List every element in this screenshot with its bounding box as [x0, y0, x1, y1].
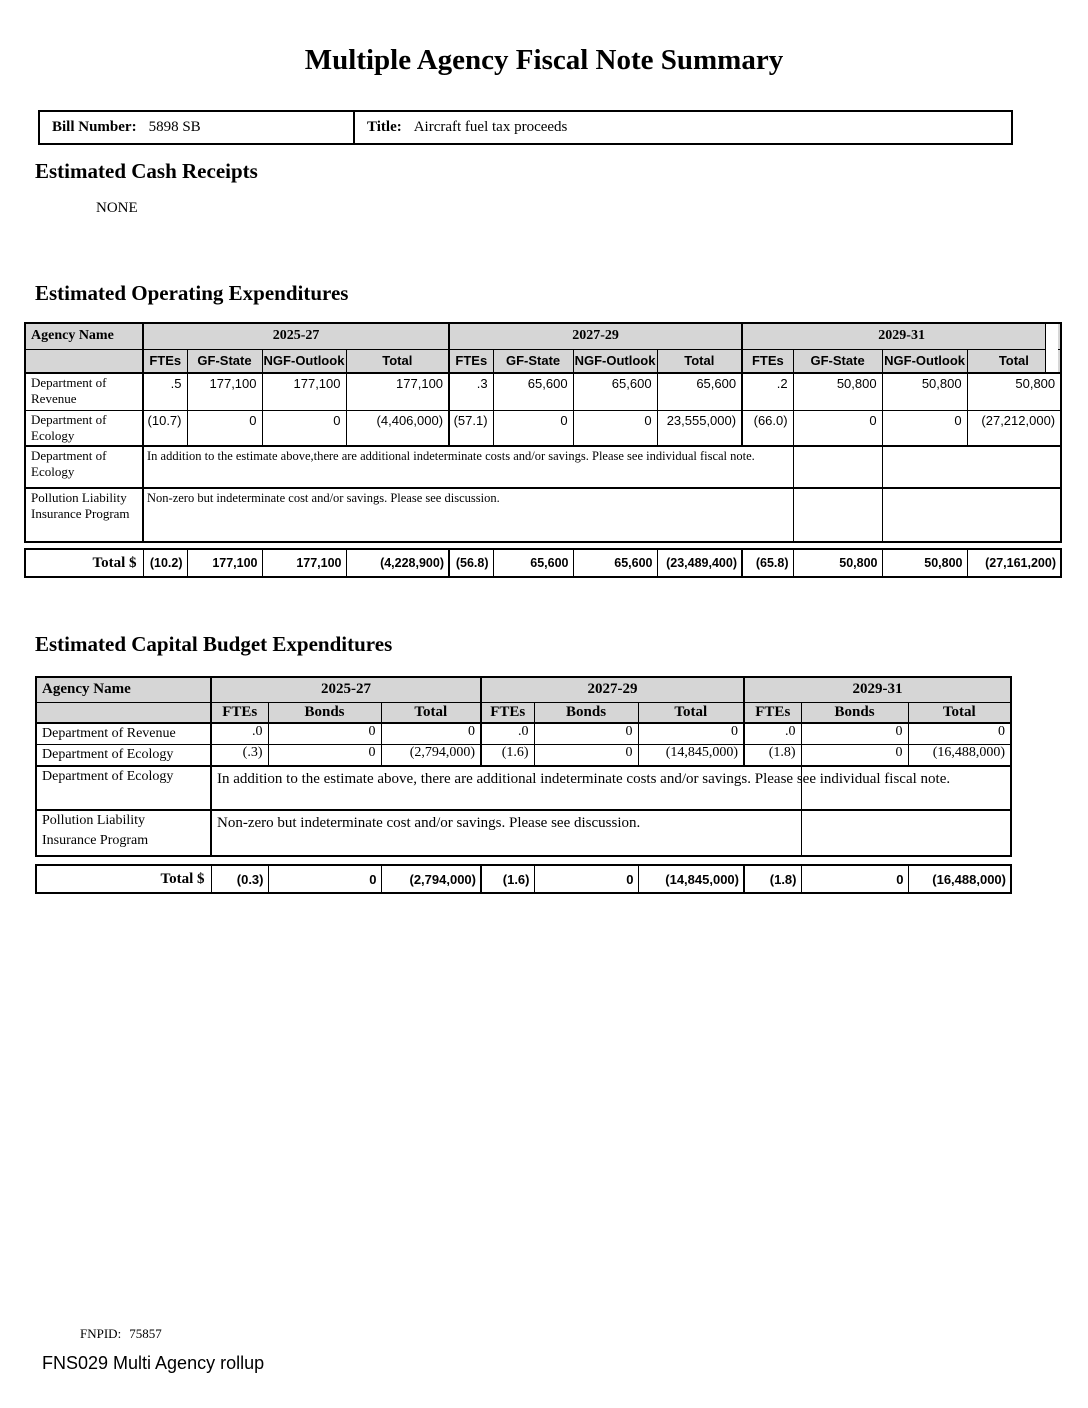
- fnpid-line: [80, 1326, 162, 1342]
- agency-name-cell: Department of Ecology: [36, 766, 211, 810]
- table-row: [25, 446, 1061, 488]
- value-cell: 65,600: [493, 373, 573, 410]
- bill-title-label: Title:: [367, 119, 402, 135]
- value-cell: .0: [211, 723, 268, 745]
- agency-name-cell: Pollution Liability Insurance Program: [36, 810, 211, 856]
- table-row: [36, 723, 1011, 745]
- value-cell: 0: [573, 410, 657, 446]
- total-cell: (14,845,000): [638, 865, 744, 893]
- bill-info-box: [38, 110, 1013, 145]
- fnpid-label: FNPID:: [80, 1326, 122, 1341]
- table-row: [25, 349, 1061, 373]
- value-cell: 177,100: [262, 373, 346, 410]
- agency-name-header: Agency Name: [36, 677, 211, 702]
- value-cell: .5: [143, 373, 187, 410]
- value-cell: .3: [449, 373, 493, 410]
- value-cell: 0: [493, 410, 573, 446]
- total-cell: (23,489,400): [657, 549, 742, 577]
- column-header: Total: [381, 702, 481, 723]
- total-cell: (56.8): [449, 549, 493, 577]
- bill-title-cell: [355, 112, 567, 143]
- value-cell: (14,845,000): [638, 745, 744, 767]
- column-header: GF-State: [493, 349, 573, 373]
- value-cell: (10.7): [143, 410, 187, 446]
- value-cell: 50,800: [793, 373, 882, 410]
- total-cell: 177,100: [187, 549, 262, 577]
- column-header: NGF-Outlook: [573, 349, 657, 373]
- value-cell: 0: [908, 723, 1011, 745]
- value-cell: .2: [742, 373, 793, 410]
- table-row: [25, 373, 1061, 410]
- empty-cell: [801, 810, 1011, 856]
- note-cell: In addition to the estimate above, there are additional indeterminate costs and/or savings. Please see individual fiscal note.: [211, 766, 801, 810]
- value-cell: 0: [801, 745, 908, 767]
- empty-cell: [882, 488, 1061, 542]
- cash-receipts-heading: Estimated Cash Receipts: [35, 159, 258, 183]
- note-cell: Non-zero but indeterminate cost and/or savings. Please see discussion.: [211, 810, 801, 856]
- total-label: Total $: [36, 865, 211, 893]
- column-header: Bonds: [534, 702, 638, 723]
- value-cell: 65,600: [573, 373, 657, 410]
- value-cell: 0: [638, 723, 744, 745]
- bill-number-label: Bill Number:: [52, 119, 137, 135]
- total-cell: 0: [268, 865, 381, 893]
- column-header: FTEs: [744, 702, 801, 723]
- cash-receipts-value: NONE: [96, 200, 138, 216]
- column-header: Total: [657, 349, 742, 373]
- value-cell: 0: [793, 410, 882, 446]
- total-cell: (1.8): [744, 865, 801, 893]
- value-cell: 0: [534, 723, 638, 745]
- value-cell: (27,212,000): [967, 410, 1061, 446]
- column-header: GF-State: [793, 349, 882, 373]
- value-cell: 177,100: [346, 373, 449, 410]
- value-cell: .0: [744, 723, 801, 745]
- value-cell: (4,406,000): [346, 410, 449, 446]
- total-cell: (4,228,900): [346, 549, 449, 577]
- capital-expenditures-table: [35, 676, 1012, 857]
- table-row: [36, 702, 1011, 723]
- column-header: GF-State: [187, 349, 262, 373]
- value-cell: 50,800: [882, 373, 967, 410]
- value-cell: 0: [187, 410, 262, 446]
- column-header: Total: [908, 702, 1011, 723]
- value-cell: .0: [481, 723, 534, 745]
- biennium-header: 2025-27: [143, 323, 449, 349]
- operating-expenditures-heading: Estimated Operating Expenditures: [35, 281, 349, 305]
- column-header: NGF-Outlook: [262, 349, 346, 373]
- value-cell: 177,100: [187, 373, 262, 410]
- table-row: [36, 677, 1011, 702]
- total-label: Total $: [25, 549, 143, 577]
- total-cell: 65,600: [493, 549, 573, 577]
- column-header: FTEs: [143, 349, 187, 373]
- empty-cell: [793, 488, 882, 542]
- table-row: [25, 410, 1061, 446]
- value-cell: 50,800: [967, 373, 1061, 410]
- column-header: Total: [346, 349, 449, 373]
- column-header: FTEs: [211, 702, 268, 723]
- total-cell: 0: [534, 865, 638, 893]
- total-cell: (2,794,000): [381, 865, 481, 893]
- table-row: [36, 766, 1011, 810]
- biennium-header: 2027-29: [481, 677, 744, 702]
- value-cell: 0: [882, 410, 967, 446]
- total-row: [36, 865, 1011, 893]
- value-cell: (16,488,000): [908, 745, 1011, 767]
- bill-title-value: Aircraft fuel tax proceeds: [413, 119, 568, 135]
- value-cell: 0: [381, 723, 481, 745]
- agency-name-cell: Department of Ecology: [36, 745, 211, 767]
- note-cell: Non-zero but indeterminate cost and/or savings. Please see discussion.: [143, 488, 793, 542]
- value-cell: (66.0): [742, 410, 793, 446]
- value-cell: (2,794,000): [381, 745, 481, 767]
- agency-name-cell: Pollution Liability Insurance Program: [25, 488, 143, 542]
- biennium-header: 2029-31: [744, 677, 1011, 702]
- total-cell: (0.3): [211, 865, 268, 893]
- total-cell: (16,488,000): [908, 865, 1011, 893]
- total-row: [25, 549, 1061, 577]
- column-header: Bonds: [801, 702, 908, 723]
- total-cell: 177,100: [262, 549, 346, 577]
- column-header: FTEs: [481, 702, 534, 723]
- value-cell: (1.6): [481, 745, 534, 767]
- operating-expenditures-table: [24, 322, 1062, 543]
- column-header: FTEs: [742, 349, 793, 373]
- column-header: NGF-Outlook: [882, 349, 967, 373]
- total-cell: 65,600: [573, 549, 657, 577]
- biennium-header: 2029-31: [742, 323, 1061, 349]
- total-cell: (65.8): [742, 549, 793, 577]
- empty-header-cell: [25, 349, 143, 373]
- capital-total-row: [35, 864, 1012, 894]
- value-cell: (57.1): [449, 410, 493, 446]
- page-title: Multiple Agency Fiscal Note Summary: [304, 44, 784, 76]
- agency-name-cell: Department of Ecology: [25, 410, 143, 446]
- bill-number-cell: [40, 112, 355, 143]
- bill-number-value: 5898 SB: [148, 119, 201, 135]
- empty-cell: [793, 446, 882, 488]
- column-header: Total: [967, 349, 1061, 373]
- agency-name-header: Agency Name: [25, 323, 143, 349]
- biennium-header: 2025-27: [211, 677, 481, 702]
- table-row: [25, 488, 1061, 542]
- capital-expenditures-heading: Estimated Capital Budget Expenditures: [35, 632, 393, 656]
- note-cell: In addition to the estimate above,there are additional indeterminate costs and/or savings. Please see individual fiscal note.: [143, 446, 793, 488]
- agency-name-cell: Department of Ecology: [25, 446, 143, 488]
- form-name: FNS029 Multi Agency rollup: [42, 1353, 265, 1373]
- table-row: [25, 323, 1061, 349]
- value-cell: 0: [534, 745, 638, 767]
- total-cell: (1.6): [481, 865, 534, 893]
- header-edge-artifact: [1045, 324, 1058, 374]
- value-cell: 0: [268, 723, 381, 745]
- total-cell: 0: [801, 865, 908, 893]
- value-cell: 0: [262, 410, 346, 446]
- value-cell: (.3): [211, 745, 268, 767]
- empty-cell: [882, 446, 1061, 488]
- total-cell: 50,800: [793, 549, 882, 577]
- table-row: [36, 810, 1011, 856]
- table-row: [36, 745, 1011, 767]
- empty-header-cell: [36, 702, 211, 723]
- fnpid-value: 75857: [129, 1326, 162, 1341]
- value-cell: 0: [801, 723, 908, 745]
- total-cell: (27,161,200): [967, 549, 1061, 577]
- agency-name-cell: Department of Revenue: [36, 723, 211, 745]
- total-cell: (10.2): [143, 549, 187, 577]
- operating-total-row: [24, 548, 1062, 578]
- agency-name-cell: Department of Revenue: [25, 373, 143, 410]
- value-cell: 65,600: [657, 373, 742, 410]
- biennium-header: 2027-29: [449, 323, 742, 349]
- column-header: Bonds: [268, 702, 381, 723]
- value-cell: 23,555,000): [657, 410, 742, 446]
- value-cell: (1.8): [744, 745, 801, 767]
- total-cell: 50,800: [882, 549, 967, 577]
- value-cell: 0: [268, 745, 381, 767]
- column-header: FTEs: [449, 349, 493, 373]
- column-header: Total: [638, 702, 744, 723]
